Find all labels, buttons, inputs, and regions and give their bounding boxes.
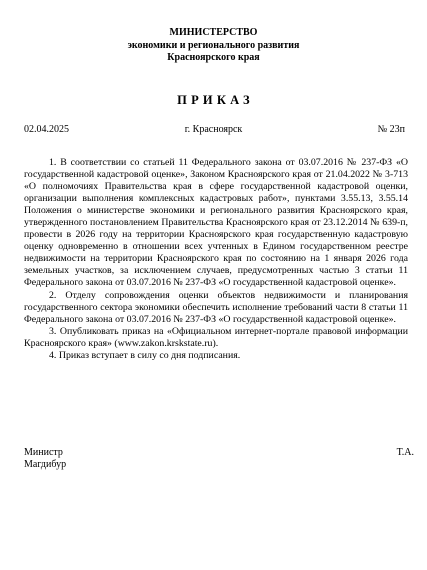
header-line-region: Красноярского края (167, 52, 260, 63)
ministry-header (0, 27, 427, 65)
paragraph-3: 3. Опубликовать приказ на «Официальном интернет-портале правовой информации Красноярского края» (www.zakon.krskstate.ru). (24, 325, 408, 349)
signer-position: Министр (24, 447, 63, 458)
signature-block (24, 447, 414, 471)
signer-initials: Т.А. (396, 447, 414, 458)
order-city: г. Красноярск (184, 124, 243, 135)
paragraph-1: 1. В соответствии со статьей 11 Федерального закона от 03.07.2016 № 237-ФЗ «О государственной кадастровой оценке», Законом Красноярского края от 21.04.2022 № 3-713 «О полномочиях Правительства края в сфере государственной кадастровой оценки, организации выполнения комплексных кадастровых работ», пунктами 3.55.13, 3.55.14 Положения о министерстве экономики и регионального развития Красноярского края, утвержденного постановлением Правительства Красноярского края от 23.12.2014 № 639-п, провести в 2026 году на территории Красноярского края государственную кадастровую оценку одновременно в отношении всех учтенных в Едином государственном реестре недвижимости на территории Красноярского края по состоянию на 1 января 2026 года земельных участков, за исключением случаев, предусмотренных частью 3 статьи 11 Федерального закона от 03.07.2016 № 237-ФЗ «О государственной кадастровой оценке». (24, 157, 408, 289)
paragraph-2: 2. Отделу сопровождения оценки объектов недвижимости и планирования государственного сектора экономики обеспечить исполнение требований части 8 статьи 11 Федерального закона от 03.07.2016 № 237-ФЗ «О государственной кадастровой оценке». (24, 289, 408, 325)
paragraph-4: 4. Приказ вступает в силу со дня подписания. (49, 349, 241, 361)
signer-surname: Магдибур (24, 459, 67, 470)
order-date: 02.04.2025 (24, 124, 69, 135)
document-title: ПРИКАЗ (177, 93, 254, 107)
header-line-department: экономики и регионального развития (127, 39, 300, 51)
order-body (24, 157, 408, 362)
header-line-ministry: МИНИСТЕРСТВО (169, 27, 258, 38)
order-number: № 23п (377, 124, 405, 135)
